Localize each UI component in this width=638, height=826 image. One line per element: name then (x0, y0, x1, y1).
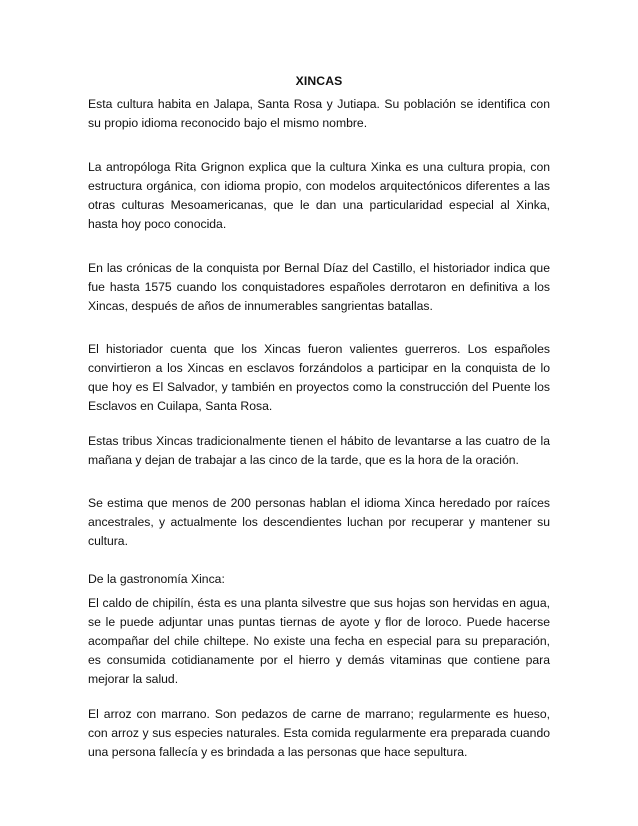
paragraph-warriors: El historiador cuenta que los Xincas fueron valientes guerreros. Los españoles convirtieron a los Xincas en esclavos forzándolos a participar en la conquista de lo que hoy es El Salvador, y también en proyectos como la construcción del Puente los Esclavos en Cuilapa, Santa Rosa. (88, 342, 550, 413)
paragraph-daily-habits: Estas tribus Xincas tradicionalmente tienen el hábito de levantarse a las cuatro de la mañana y dejan de trabajar a las cinco de la tarde, que es la hora de la oración. (88, 434, 550, 467)
paragraph-anthropologist: La antropóloga Rita Grignon explica que la cultura Xinka es una cultura propia, con estructura orgánica, con idioma propio, con modelos arquitectónicos diferentes a las otras culturas Mesoamericanas, que le dan una particularidad especial al Xinka, hasta hoy poco conocida. (88, 160, 550, 231)
paragraph-chipilin-soup: El caldo de chipilín, ésta es una planta silvestre que sus hojas son hervidas en agua, se le puede adjuntar unas puntas tiernas de ayote y flor de loroco. Puede hacerse acompañar del chile chiltepe. No existe una fecha en especial para su preparación, es consumida cotidianamente por el hierro y demás vitaminas que contiene para mejorar la salud. (88, 596, 550, 686)
document-title: XINCAS (295, 74, 343, 88)
paragraph-conquest-chronicles: En las crónicas de la conquista por Bernal Díaz del Castillo, el historiador indica que fue hasta 1575 cuando los conquistadores españoles derrotaron en definitiva a los Xincas, después de años de innumerables sangrientas batallas. (88, 261, 550, 313)
paragraph-location: Esta cultura habita en Jalapa, Santa Rosa y Jutiapa. Su población se identifica con su propio idioma reconocido bajo el mismo nombre. (88, 97, 550, 130)
paragraph-rice-with-pork: El arroz con marrano. Son pedazos de carne de marrano; regularmente es hueso, con arroz y sus especies naturales. Esta comida regularmente era preparada cuando una persona fallecía y es brindada a las personas que hace sepultura. (88, 707, 550, 759)
paragraph-speakers: Se estima que menos de 200 personas hablan el idioma Xinca heredado por raíces ancestrales, y actualmente los descendientes luchan por recuperar y mantener su cultura. (88, 496, 550, 548)
gastronomy-heading: De la gastronomía Xinca: (88, 572, 225, 586)
